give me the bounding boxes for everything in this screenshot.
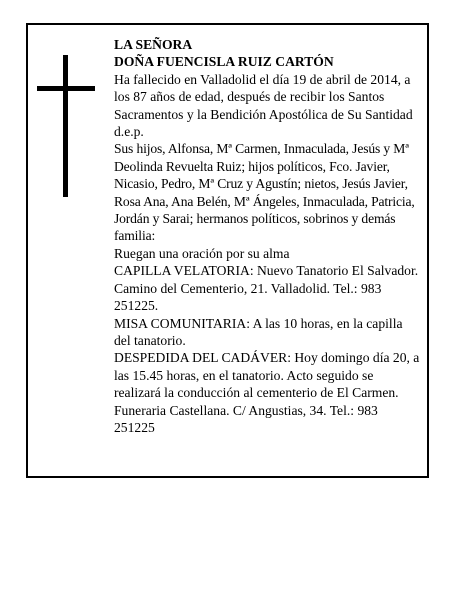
wake-chapel-info: CAPILLA VELATORIA: Nuevo Tanatorio El Salvador. Camino del Cementerio, 21. Valladolid. Tel.: 983 251225.	[114, 263, 419, 314]
death-announcement: Ha fallecido en Valladolid el día 19 de abril de 2014, a los 87 años de edad, después de recibir los Santos Sacramentos y la Bendición Apostólica de Su Santidad d.e.p.	[114, 71, 413, 140]
funeral-home-info: Funeraria Castellana. C/ Angustias, 34. Tel.: 983 251225	[114, 402, 378, 435]
mass-info: MISA COMUNITARIA: A las 10 horas, en la capilla del tanatorio.	[114, 315, 403, 348]
farewell-info: DESPEDIDA DEL CADÁVER: Hoy domingo día 20, a las 15.45 horas, en el tanatorio. Acto seguido se realizará la conducción al cementerio de El Carmen.	[114, 350, 420, 401]
deceased-name: DOÑA FUENCISLA RUIZ CARTÓN	[114, 54, 334, 70]
family-list: Sus hijos, Alfonsa, Mª Carmen, Inmaculada, Jesús y Mª Deolinda Revuelta Ruiz; hijos políticos, Fco. Javier, Nicasio, Pedro, Mª Cruz y Agustín; nietos, Jesús Javier, Rosa Ana, Ana Belén, Mª Ángeles, Inmaculada, Patricia, Jordán y Sarai; hermanos políticos, sobrinos y demás familia:	[114, 141, 415, 244]
cross-icon-crossbar	[37, 86, 95, 91]
prayer-request: Ruegan una oración por su alma	[114, 245, 290, 261]
notice-title: LA SEÑORA	[114, 37, 193, 52]
cross-icon	[63, 55, 68, 197]
obituary-text-block	[114, 36, 422, 436]
